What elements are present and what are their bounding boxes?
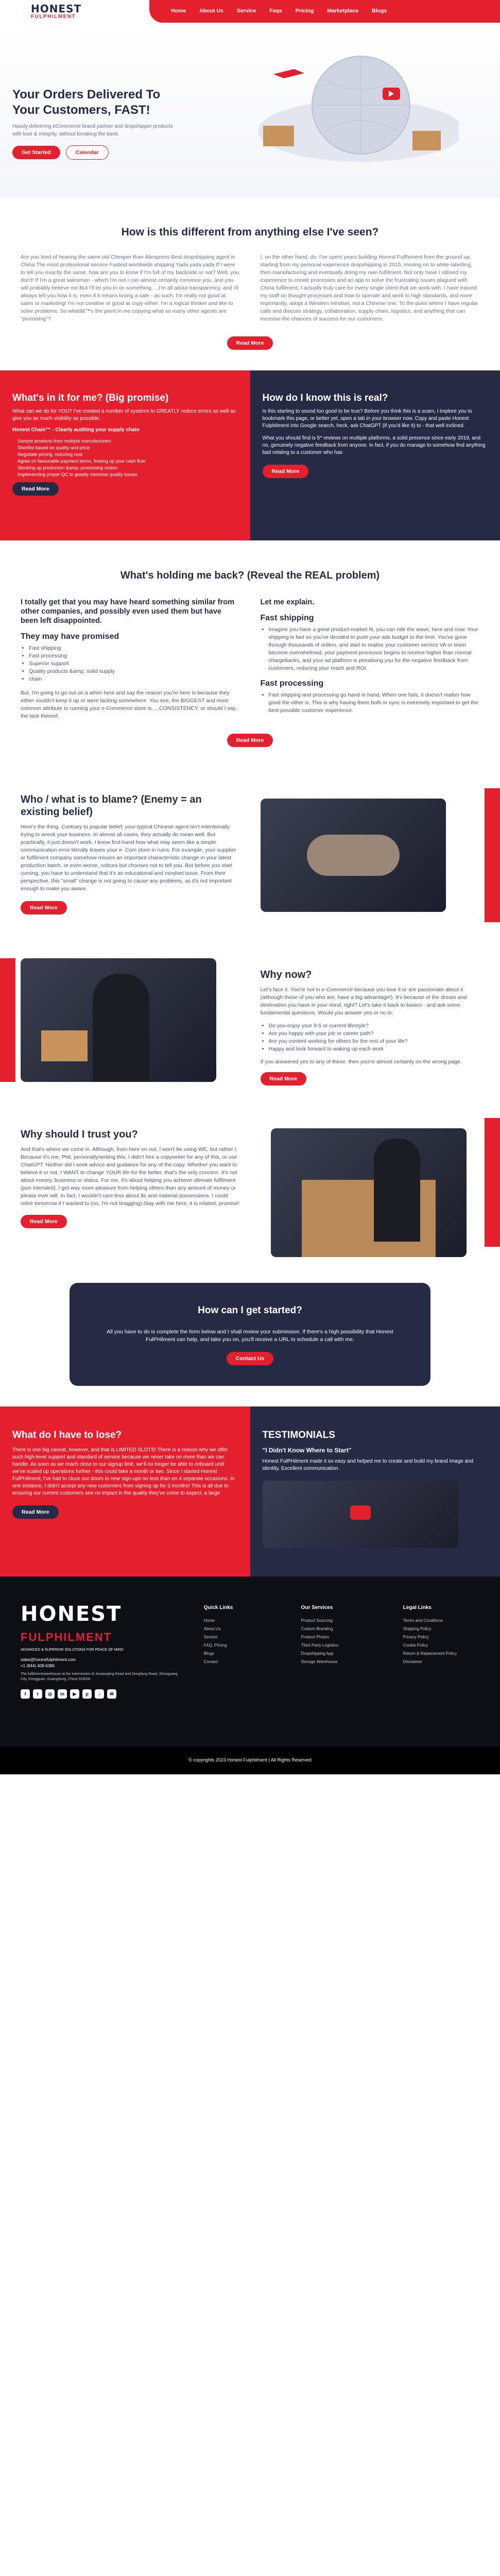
twitter-icon[interactable]: t: [33, 1689, 42, 1699]
list-item: • Are you happy with your job or career path?: [269, 1030, 480, 1038]
quick-links: [204, 1617, 275, 1666]
list-item: • chain: [29, 675, 240, 683]
hero-section: [0, 23, 500, 198]
lose-text: There is one big caveat, however, and that is LIMITED SLOTS! There is a reason why we offer such high-level support and standard of service because we never take on more than we can handle. As soon as we reach close to our signup limit, we'll no longer be able to onboard until we've scaled up operations further - this could take a month or two. Since I started Honest FulPHilment, I've had to close our doors to new sign-ups no less than on 4 separate occasions. In one instance, I didn't accept any new customers from signing up for 3 months! This is all due to ensuring our current customers see no impact in the quality they've come to expect, a large: [12, 1447, 235, 1496]
site-header: [0, 0, 500, 23]
trust-section: [0, 1103, 500, 1262]
worker-photo: [21, 958, 216, 1082]
fast-shipping-text: • Imagine you have a great product-market fit, you can ride the wave, here and now. Your shipping is fast so you've decided to push your ads budget to the limit. You've gone through thousands of orders, and start to realise your customer service VA or team become overwhelmed, your payment processor begins to receive higher than normal chargebacks, and your ad platform is penalising you for the negative feedback from customers, reducing your reach and ROI.: [269, 626, 480, 672]
promise-list: [12, 438, 238, 478]
copyright-bar: [0, 1747, 500, 1774]
list-item: • Are you content working for others for the rest of your life?: [269, 1038, 480, 1045]
nav-link-about-us[interactable]: About Us: [199, 8, 223, 14]
why-now-section: [0, 933, 500, 1103]
footer-link[interactable]: Product Photos: [301, 1635, 330, 1640]
testimonials-title: TESTIMONIALS: [262, 1429, 335, 1440]
nav-link-faqs[interactable]: Faqs: [269, 8, 282, 14]
list-item: Negotiate pricing, reducing cost: [18, 452, 83, 457]
list-item: • Quality products &amp; solid supply: [29, 668, 240, 675]
real-panel: [250, 370, 500, 540]
honest-chain-badge: Honest Chain™ - Clearly auditing your supply chain: [12, 427, 140, 433]
read-more-button[interactable]: Read More: [261, 1072, 307, 1086]
hold-intro: I totally get that you may have heard something similar from other companies, and possibly even used them but have been left disappointed.: [21, 598, 234, 625]
promised-list: [21, 645, 240, 683]
footer-tagline: ADVANCED & SUPERIOR SOLUTIONS FOR PEACE OF MIND: [21, 1648, 124, 1652]
footer-link[interactable]: Service: [203, 1635, 218, 1640]
lose-testimonial-section: [0, 1406, 500, 1577]
promise-split-section: [0, 370, 500, 540]
nav-link-pricing[interactable]: Pricing: [295, 8, 314, 14]
tiktok-icon[interactable]: ♪: [95, 1689, 104, 1699]
right-paragraph: I, on the other hand, do. I've spent years building Honest Fulfhiment from the ground up, starting from my personal experience dropshipping in 2015, moving on to white-labelling, then manufacturing and eventually doing my own fulfilment. Not only have I utilised my experience to create processes and an app to solve the frustrating issues plagued with China fulfilment, I actually truly care for every single client that we work with. I have trained my staff on thought processes and how to operate and work to high standards, and more importantly, adopt a Western mindset, not a Chinese one. To the point where I have regular calls and discuss strategy, collaboration, supply chain, logistics, and anything that can increase the chances of success for our customers.: [260, 254, 478, 323]
legal-title: Legal Links: [403, 1604, 432, 1611]
contact-us-button[interactable]: Contact Us: [227, 1352, 273, 1365]
trust-text: And that's where we come in. Although, from here on out, I won't be using WE, but rather I. Because it's me, Phil, personally!writing this, I didn't hire a copywriter for any of this, or use ChatGPT. Neither did I seek advice and guidance for any of the copy. Whether you want to believe it or not, I WANT to change YOUR life for the better, that's the only concern. It's not about money, business or status. For me, it's about helping you achieve ultimate fulfilment (pun intended). I get way more pleasure from helping others than any amount of money or please ever will. In fact, I wouldn't care less about $s and material possessions. I could retire tomorrow if I wanted to (no, I'm not bragging).Stay with me here, it is related, promise!: [21, 1146, 240, 1207]
decor-bar: [485, 1118, 500, 1247]
footer-link[interactable]: Terms and Conditions: [403, 1618, 443, 1623]
pinterest-icon[interactable]: p: [82, 1689, 92, 1699]
list-item: Sample products from multiple manufacturers: [18, 438, 111, 444]
read-more-button[interactable]: Read More: [227, 734, 273, 747]
real-text-1: Is this starting to sound too good to be true? Before you think this is a scam, I implore you to bookmark this page, or better yet, open a tab in your browser now. Copy and paste Honest Fulphilment into Google search, heck, ask ChatGPT (if you'd like it) to - that well inclined.: [262, 409, 472, 429]
footer-link[interactable]: Custom Branding: [301, 1626, 333, 1632]
blame-text: Here's the thing. Contrary to popular belief, your typical Chinese agent isn't intentionally trying to wreck your business. In almost all cases, they actually do mean well. But practically, it just doesn't work. I know first-hand how what may seem like a simple communication error literally leaves your e- Com store in ruins. For example, your supplier or fulfilment company somehow misses an important characteristic change in your latest production batch, or even worse, notices but chooses not to tell you. But before you start cursing, you have to understand that it's an educational and mindset issue. From their perspective, this "small" change is not going to cause any problems, as it's not important enough to make you aware.: [21, 824, 236, 892]
fast-processing-title: Fast processing: [260, 679, 324, 688]
footer-link[interactable]: Dropshipping App: [301, 1651, 334, 1656]
difference-section: [0, 198, 500, 370]
list-item: Agree on favourable payment terms, freeing up your cash flow: [18, 459, 146, 464]
promise-title: What's in it for me? (Big promise): [12, 393, 169, 404]
fast-shipping-title: Fast shipping: [260, 614, 314, 623]
real-title: How do I know this is real?: [262, 393, 388, 404]
explain-intro: Let me explain.: [260, 598, 315, 607]
footer-link[interactable]: Home: [203, 1618, 215, 1623]
read-more-button[interactable]: Read More: [227, 336, 273, 350]
play-icon[interactable]: [350, 1505, 371, 1520]
nav-link-service[interactable]: Service: [236, 8, 256, 14]
list-item: Implementing proper QC to greatly minimise quality issues: [18, 472, 137, 478]
blame-title: Who / what is to blame? (Enemy = an existing belief): [21, 794, 202, 818]
list-item: • Fast processing: [29, 652, 240, 660]
lose-panel: [0, 1406, 250, 1577]
youtube-icon[interactable]: ▶: [70, 1689, 79, 1699]
why-now-text: Let's face it. You're not in e-Commerce because you love it or are passionate about it (although those of you who are, have a big advantage!). It's because of the dream and destination you have in your mind, right? Let's take it back to basics - and ask some fundamental questions. Would you answer yes or no to:: [260, 987, 467, 1016]
services-title: Our Services: [301, 1604, 333, 1611]
hold-subtitle: They may have promised: [21, 632, 119, 641]
footer-link[interactable]: Shipping Policy: [403, 1626, 432, 1632]
section-title: What's holding me back? (Reveal the REAL problem): [120, 570, 380, 582]
footer-logo-subtext: FULPHILMENT: [21, 1630, 112, 1643]
list-item: • Do you enjoy your 9-5 or current lifestyle?: [269, 1022, 480, 1030]
footer-phone[interactable]: +1 (844) 408-6386: [21, 1663, 55, 1668]
services-links: [301, 1617, 377, 1666]
hold-text: But, I'm going to go out on a whim here and say the reason you're here is because they either couldn't keep it up or were lacking somewhere. You see, the BIGGEST and most common attribute to running your e-Commerce store is.....CONSISTENCY, or should I say, the lack thereof.: [21, 690, 237, 720]
cta-title: How can I get started?: [198, 1305, 302, 1316]
footer-link[interactable]: Cookie Policy: [403, 1643, 428, 1648]
footer-link[interactable]: About Us: [203, 1626, 221, 1632]
footer-link[interactable]: Contact: [203, 1659, 218, 1665]
promise-text: What can we do for YOU? I've created a number of systems to GREATLY reduce errors as well as give you as much visibility as possible.: [12, 409, 236, 422]
quick-links-title: Quick Links: [203, 1604, 233, 1611]
read-more-button[interactable]: Read More: [263, 465, 309, 478]
lose-title: What do I have to lose?: [12, 1429, 122, 1440]
list-item: • Happy and look forward to waking up each work: [269, 1045, 480, 1053]
cta-text: All you have to do is complete the form below and I shall review your submission. If there's a high possibility that Honest FulPHilment can help, and take you on, you'll receive a URL to schedule a call with me.: [107, 1328, 393, 1343]
footer-address: The fulfilment/warehouse at the intersection of Jiuxiangling Road and Dongfang Road, Shanguang City, Dongguan, Guangdong, China 523000: [21, 1672, 178, 1682]
blame-section: [0, 762, 500, 933]
nav-link-blogs[interactable]: Blogs: [372, 8, 387, 14]
main-nav: [149, 0, 500, 23]
list-item: • Superior support: [29, 660, 240, 668]
promise-panel: [0, 370, 250, 540]
testimonial-video[interactable]: [263, 1481, 458, 1548]
nav-link-marketplace[interactable]: Marketplace: [327, 8, 359, 14]
calendar-button[interactable]: Calendar: [66, 145, 109, 160]
testimonial-text: Honest FulPHilment made it so easy and helped me to create and build my brand image and identity. Excellent communication.: [262, 1458, 474, 1471]
left-paragraph: Are you tired of hearing the same old Cheaper than Aliexpress Best dropshipping agent in China The most professional service Fastest worldwide shipping Yada yada yada If I were to tell you exactly the same, how are you to know if I'm full of my backside or not? Well, you don't! If I'm a great salesman - which I'm not I can almost certainly convince you, and you will probably believe me.But I'll let you in on something.....I'm all about transparency, and I'll always tell you how it is, even if it means losing a sale - as such, I'm really not good at sales or marketing! I'm not creative or good at copy either. I'm a logical thinker and like to solve problems. So whatâ€™s the point in me copying what so many other agents are "promising"?: [21, 254, 239, 323]
trust-title: Why should I trust you?: [21, 1129, 138, 1141]
why-now-outro: If you answered yes to any of these, then you're almost certainly on the wrong page.: [260, 1059, 462, 1065]
read-more-button[interactable]: Read More: [21, 1215, 67, 1228]
linkedin-icon[interactable]: in: [58, 1689, 67, 1699]
read-more-button[interactable]: Read More: [12, 1505, 59, 1519]
read-more-button[interactable]: Read More: [12, 482, 59, 496]
copyright-text: © copyrights 2023 Honest Fulphilment | All Rights Reserved: [188, 1757, 312, 1763]
globe-illustration: [243, 43, 459, 177]
questions-list: [269, 1022, 480, 1053]
site-footer: [0, 1577, 500, 1747]
list-item: • Fast shipping: [29, 645, 240, 652]
warehouse-photo: [271, 1128, 467, 1257]
real-text-2: What you should find is 5* reviews on multiple platforms, a solid presence since early 2019, and no, genuinely negative feedback from anyone. In fact, if you do manage to somehow find anything bad relating to a customer who has: [262, 435, 486, 456]
logo-text: HONEST: [31, 3, 82, 15]
list-item: Stocking up production &amp; processing orders: [18, 465, 118, 471]
get-started-button[interactable]: Get Started: [12, 146, 60, 159]
holding-back-section: [0, 540, 500, 762]
footer-link[interactable]: Return & Replacement Policy: [403, 1651, 457, 1656]
footer-link[interactable]: Blogs: [203, 1651, 214, 1656]
footer-link[interactable]: FAQ, Pricing: [203, 1643, 227, 1648]
logo[interactable]: [0, 0, 149, 23]
footer-email[interactable]: sales@honestfulphilment.com: [21, 1657, 76, 1663]
logo-subtext: FULPHILMENT: [31, 14, 76, 20]
read-more-button[interactable]: Read More: [21, 901, 67, 914]
email-icon[interactable]: ✉: [107, 1689, 116, 1699]
footer-logo[interactable]: HONEST: [21, 1602, 122, 1626]
footer-link[interactable]: Third Party Logistics: [301, 1643, 339, 1648]
decor-bar: [0, 958, 15, 1082]
instagram-icon[interactable]: ◎: [45, 1689, 55, 1699]
footer-link[interactable]: Privacy Policy: [403, 1635, 429, 1640]
list-item: Shortlist based on quality and price: [18, 445, 90, 451]
testimonial-quote: "I Didn't Know Where to Start": [262, 1446, 352, 1454]
fast-processing-text: • Fast shipping and processing go hand in hand. When one fails, it doesn't matter how good the other is. This is why having them both in sync is extremely important to get the best possible customer experience.: [269, 691, 480, 715]
hero-subtitle: Hassly delivering eCommerce brand partner and dropshipper products with love & integrity, without breaking the bank.: [12, 124, 173, 137]
nav-link-home[interactable]: Home: [171, 8, 186, 14]
footer-link[interactable]: Disclaimer: [403, 1659, 423, 1665]
decor-bar: [485, 788, 500, 922]
social-links: [21, 1689, 178, 1699]
facebook-icon[interactable]: f: [21, 1689, 30, 1699]
hero-title: Your Orders Delivered To Your Customers, FAST!: [12, 88, 161, 117]
footer-link[interactable]: Product Sourcing: [301, 1618, 333, 1623]
handshake-photo: [261, 799, 446, 912]
why-now-title: Why now?: [260, 969, 312, 981]
section-title: How is this different from anything else I've seen?: [121, 226, 379, 238]
testimonials-panel: [250, 1406, 500, 1577]
legal-links: [403, 1617, 479, 1666]
footer-link[interactable]: Storage Warehouse: [301, 1659, 338, 1665]
get-started-cta: [70, 1283, 430, 1386]
